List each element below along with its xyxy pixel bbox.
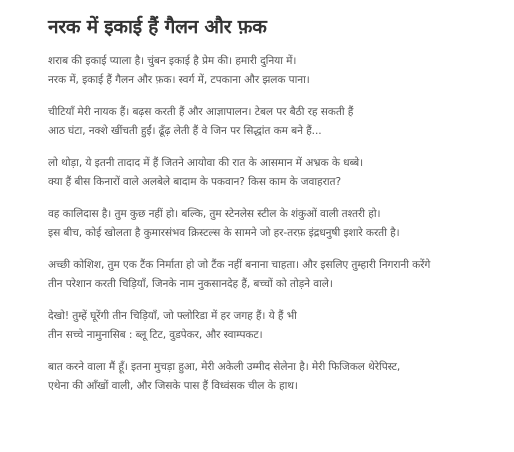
stanza-line: आठ घंटा, नक्शे खींचती हुईं। ढूँढ़ लेती हैं वे जिन पर सिद्धांत कम बने हैं... <box>48 124 322 137</box>
stanza-line: क्या हैं बीस किनारों वाले अलबेले बादाम के पकवान? किस काम के जवाहरात? <box>48 175 342 188</box>
stanza-7 <box>48 358 494 395</box>
stanza-line: अच्छी कोशिश, तुम एक टैंक निर्माता हो जो टैंक नहीं बनाना चाहता। और इसलिए तुम्हारी निगरानी करेंगे <box>48 259 431 271</box>
stanza-4 <box>48 205 494 242</box>
stanza-line: नरक में, इकाई हैं गैलन और फ़क। स्वर्ग में, टपकाना और झलक पाना। <box>48 73 310 86</box>
stanza-line: शराब की इकाई प्याला है। चुंबन इकाई है प्रेम की। हमारी दुनिया में। <box>48 55 297 67</box>
stanza-line: एथेना की आँखों वाली, और जिसके पास हैं विध्वंसक चील के हाथ। <box>48 379 298 392</box>
stanza-2 <box>48 103 494 140</box>
poem-title: नरक में इकाई हैं गैलन और फ़क <box>48 16 267 38</box>
stanza-line: वह कालिदास है। तुम कुछ नहीं हो। बल्कि, तुम स्टेनलेस स्टील के शंकुओं वाली तश्तरी हो। <box>48 208 381 220</box>
stanza-line: बात करने वाला मैं हूँ। इतना मुचड़ा हुआ, मेरी अकेली उम्मीद सेलेना है। मेरी फिजिकल थेरेपिस्ट, <box>48 361 401 373</box>
stanza-line: चीटियाँ मेरी नायक हैं। बढ़स करती हैं और आज्ञापालन। टेबल पर बैठी रह सकती हैं <box>48 106 354 118</box>
stanza-6 <box>48 307 494 344</box>
stanza-line: तीन सच्चे नामुनासिब : ब्लू टिट, वुडपेकर, और स्वाम्पकट। <box>48 328 263 341</box>
stanza-line: इस बीच, कोई खोलता है कुमारसंभव क्रिस्टल्स के सामने जो हर-तरफ़ इंद्रधनुषी इशारे करती है। <box>48 226 400 239</box>
stanza-5 <box>48 256 494 293</box>
stanza-1 <box>48 52 494 89</box>
stanza-line: देखो! तुम्हें घूरेंगी तीन चिड़ियाँ, जो फ्लोरिडा में हर जगह हैं। ये हैं भी <box>48 310 297 322</box>
stanza-3 <box>48 154 494 191</box>
stanza-line: लो थोड़ा, ये इतनी तादाद में हैं जितने आयोवा की रात के आसमान में अभ्रक के धब्बे। <box>48 157 364 169</box>
stanza-line: तीन परेशान करती चिड़ियाँ, जिनके नाम नुकसानदेह हैं, बच्चों को तोड़ने वाले। <box>48 277 333 290</box>
